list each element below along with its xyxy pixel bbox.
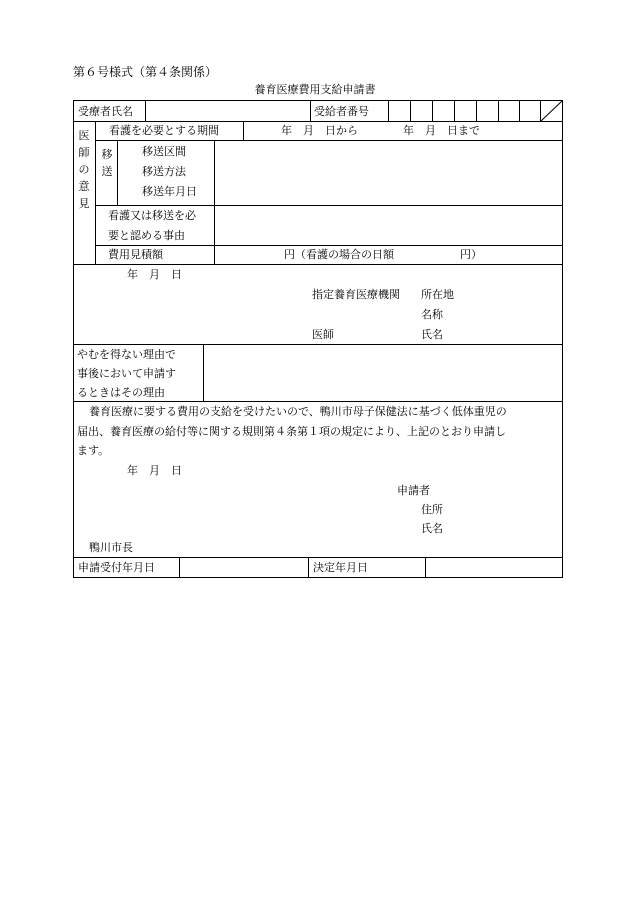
institution-name-label: 名称 — [421, 308, 443, 321]
addressee: 鴨川市長 — [89, 541, 133, 554]
number-box-divider — [388, 100, 389, 121]
row-divider-transport — [95, 205, 563, 206]
label-column-divider — [214, 140, 215, 264]
doctor-section-divider — [95, 121, 96, 264]
institution-label: 指定養育医療機関 — [312, 288, 400, 301]
applicant-label: 申請者 — [397, 484, 430, 497]
declaration-date: 年 月 日 — [127, 464, 182, 477]
number-box-divider — [498, 100, 499, 121]
row-divider-reason — [95, 245, 563, 246]
late-reason-line2: 事後において申請す — [77, 367, 176, 380]
number-box-divider — [519, 100, 520, 121]
declaration-line1: 養育医療に要する費用の支給を受けたいので、鴨川市母子保健法に基づく低体重児の — [89, 405, 507, 418]
form-border-top — [73, 100, 563, 101]
late-reason-divider — [203, 344, 204, 401]
number-box-divider — [432, 100, 433, 121]
transport-date-label: 移送年月日 — [142, 185, 197, 198]
number-box-divider — [454, 100, 455, 121]
transport-section-label: 移送区間 — [142, 145, 186, 158]
form-border-bottom — [73, 577, 563, 578]
doctor-label: 医師 — [312, 328, 334, 341]
row-divider-doctor-section — [73, 264, 563, 265]
row-divider-late-reason — [73, 401, 563, 402]
divider — [145, 100, 146, 121]
applicant-name-label: 氏名 — [421, 522, 443, 535]
doctor-opinion-section-label — [78, 127, 90, 212]
footer-divider — [425, 557, 426, 577]
divider — [310, 100, 311, 121]
institution-address-label: 所在地 — [421, 288, 454, 301]
care-period-from: 年 月 日から — [281, 124, 358, 137]
footer-divider — [308, 557, 309, 577]
row-divider-declaration — [73, 557, 563, 558]
receipt-date-label: 申請受付年月日 — [78, 561, 155, 574]
vertical-char: の — [78, 163, 90, 176]
reason-label-line1: 看護又は移送を必 — [108, 209, 196, 222]
decision-date-label: 決定年月日 — [313, 561, 368, 574]
number-box-divider — [476, 100, 477, 121]
footer-divider — [179, 557, 180, 577]
doctor-date: 年 月 日 — [127, 268, 182, 281]
care-period-label: 看護を必要とする期間 — [109, 124, 219, 137]
diagonal-slash-mark — [540, 100, 563, 122]
vertical-char: 意 — [78, 180, 90, 193]
form-border-right — [562, 100, 563, 578]
declaration-line2: 届出、養育医療の給付等に関する規則第４条第１項の規定により、上記のとおり申請し — [77, 425, 506, 438]
transport-divider — [117, 140, 118, 205]
cost-estimate-label: 費用見積額 — [108, 248, 163, 261]
care-period-to: 年 月 日まで — [403, 124, 480, 137]
recipient-number-label: 受給者番号 — [314, 105, 369, 118]
doctor-name-label: 氏名 — [421, 328, 443, 341]
form-border-left — [73, 100, 74, 578]
declaration-line3: ます。 — [77, 444, 110, 457]
application-form — [73, 100, 563, 578]
late-reason-line1: やむを得ない理由で — [77, 348, 176, 361]
reason-label-line2: 要と認める事由 — [108, 229, 185, 242]
recipient-name-label: 受療者氏名 — [78, 105, 133, 118]
row-divider-care-period — [95, 140, 563, 141]
form-title: 養育医療費用支給申請書 — [254, 83, 376, 96]
vertical-char: 送 — [101, 165, 113, 178]
vertical-char: 移 — [101, 148, 113, 161]
transport-method-label: 移送方法 — [142, 165, 186, 178]
late-reason-line3: るときはその理由 — [77, 386, 165, 399]
vertical-char: 師 — [78, 146, 90, 159]
vertical-char: 見 — [78, 197, 90, 210]
number-box-divider — [410, 100, 411, 121]
cost-estimate-value: 円（看護の場合の日額 円） — [284, 248, 482, 261]
row-divider-signature — [73, 344, 563, 345]
form-number: 第６号様式（第４条関係） — [73, 65, 218, 79]
applicant-address-label: 住所 — [421, 503, 443, 516]
transport-label — [101, 146, 113, 180]
care-period-divider — [243, 121, 244, 140]
row-divider-recipient — [73, 121, 563, 122]
vertical-char: 医 — [78, 129, 90, 142]
